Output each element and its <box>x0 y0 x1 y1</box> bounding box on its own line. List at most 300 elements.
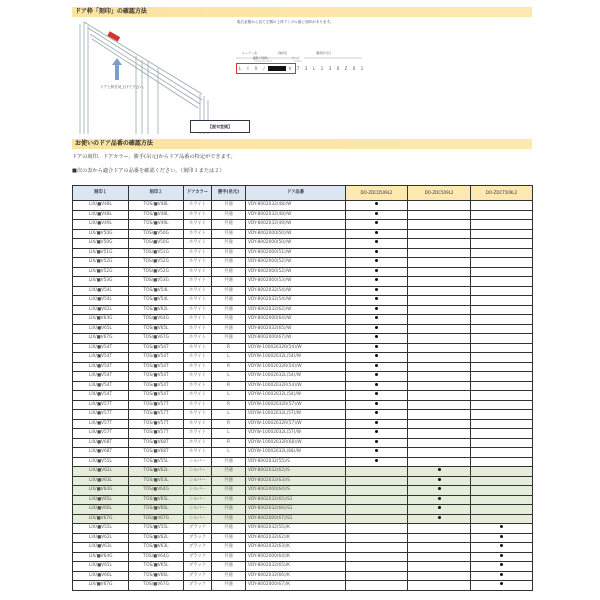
code-char: 1 <box>360 66 364 71</box>
part-number-cell: VDY-8002032(48)/W <box>246 201 346 211</box>
fit-zdct509l2-cell <box>471 343 533 353</box>
compatible-dot-icon <box>375 316 378 319</box>
part-number-cell: VDY-8002032(62)/W <box>246 305 346 315</box>
hinge-side-cell: 共通 <box>212 334 246 344</box>
fit-zdct509l2-cell <box>471 210 533 220</box>
part-number-cell: VDY-8002032(62)/S <box>246 467 346 477</box>
fit-zdc509l2-cell <box>408 362 471 372</box>
fit-zdc509l2-cell <box>408 467 471 477</box>
compatible-dot-icon <box>375 392 378 395</box>
table-row <box>73 505 533 515</box>
compatible-dot-icon <box>375 326 378 329</box>
fit-zdc509l2-cell <box>408 429 471 439</box>
marking-2-cell: TOS/■V62L <box>129 533 184 543</box>
table-row <box>73 201 533 211</box>
table-row <box>73 267 533 277</box>
door-color-cell: ホワイト <box>184 362 212 372</box>
door-color-cell: ブラック <box>184 524 212 534</box>
marking-1-cell: LIX/■V63L <box>73 543 129 553</box>
marking-1-cell: LIX/■V54T <box>73 362 129 372</box>
fit-zdc509l2-cell <box>408 476 471 486</box>
marking-highlight-frame <box>236 63 296 74</box>
fit-zdc509l2-cell <box>408 533 471 543</box>
label-manufacture-date: 製造年月日 <box>316 51 332 55</box>
hinge-side-cell: 共通 <box>212 457 246 467</box>
fit-zdcd509l2-cell <box>346 267 408 277</box>
marking-1-cell: LIX/■V50G <box>73 229 129 239</box>
hinge-side-cell: 共通 <box>212 581 246 591</box>
fit-zdct509l2-cell <box>471 524 533 534</box>
table-row <box>73 438 533 448</box>
hinge-side-cell: R <box>212 362 246 372</box>
hinge-side-cell: R <box>212 419 246 429</box>
marking-2-cell: TOS/■V57T <box>129 400 184 410</box>
door-color-cell: ホワイト <box>184 258 212 268</box>
fit-zdcd509l2-cell <box>346 562 408 572</box>
marking-1-cell: LIX/■V51G <box>73 248 129 258</box>
marking-2-cell: TOS/■V63L <box>129 543 184 553</box>
hinge-side-cell: 共通 <box>212 296 246 306</box>
hinge-side-cell: 共通 <box>212 552 246 562</box>
marking-2-cell: TOS/■V65L <box>129 495 184 505</box>
door-color-cell: シルバー <box>184 514 212 524</box>
fit-zdcd509l2-cell <box>346 277 408 287</box>
compatible-dot-icon <box>375 231 378 234</box>
table-row <box>73 419 533 429</box>
part-number-cell: VDYW-10002032R(54)/W <box>246 343 346 353</box>
table-row <box>73 429 533 439</box>
fit-zdct509l2-cell <box>471 419 533 429</box>
table-row <box>73 362 533 372</box>
door-color-cell: ブラック <box>184 543 212 553</box>
hinge-side-cell: L <box>212 353 246 363</box>
marking-2-cell: TOS/■V66L <box>129 505 184 515</box>
fit-zdcd509l2-cell <box>346 581 408 591</box>
table-row <box>73 543 533 553</box>
fit-zdcd509l2-cell <box>346 448 408 458</box>
part-number-cell: VDY-8002000(64)/S <box>246 486 346 496</box>
fit-zdc509l2-cell <box>408 315 471 325</box>
door-color-cell: ホワイト <box>184 267 212 277</box>
part-number-cell: VDYW-10002032L(57)/W <box>246 410 346 420</box>
table-row <box>73 315 533 325</box>
marking-1-cell: LIX/■V49L <box>73 220 129 230</box>
hinge-side-cell: 共通 <box>212 220 246 230</box>
part-number-cell: VDY-8002000(52)/W <box>246 267 346 277</box>
table-row <box>73 258 533 268</box>
code-char: 0 <box>336 66 340 71</box>
part-number-cell: VDYW-10002032L(54)/W <box>246 391 346 401</box>
code-char: V <box>288 66 292 71</box>
fit-zdc509l2-cell <box>408 239 471 249</box>
fit-zdcd509l2-cell <box>346 543 408 553</box>
fit-zdcd509l2-cell <box>346 410 408 420</box>
marking-1-cell: LIX/■V48L <box>73 210 129 220</box>
marking-2-cell: TOS/■V54L <box>129 286 184 296</box>
door-color-cell: シルバー <box>184 495 212 505</box>
compatible-dot-icon <box>375 373 378 376</box>
marking-2-cell: TOS/■V54T <box>129 391 184 401</box>
fit-zdc509l2-cell <box>408 562 471 572</box>
part-number-cell: VDYW-10002032L(54)/W <box>246 353 346 363</box>
fit-zdc509l2-cell <box>408 410 471 420</box>
fit-zdct509l2-cell <box>471 571 533 581</box>
code-char: / <box>263 66 265 71</box>
marking-2-cell: TOS/■V68T <box>129 448 184 458</box>
part-number-cell: VDYW-10002032R(54)/W <box>246 362 346 372</box>
door-color-cell: ブラック <box>184 552 212 562</box>
table-row <box>73 524 533 534</box>
header-product-zdct509l2: DO-ZDCT509L2 <box>471 186 533 201</box>
fit-zdc509l2-cell <box>408 571 471 581</box>
marking-2-cell: TOS/■V48L <box>129 210 184 220</box>
hinge-side-cell: 共通 <box>212 495 246 505</box>
table-row <box>73 448 533 458</box>
door-color-cell: ホワイト <box>184 448 212 458</box>
fit-zdc509l2-cell <box>408 296 471 306</box>
marking-2-cell: TOS/■V64G <box>129 315 184 325</box>
marking-2-cell: TOS/■V54T <box>129 362 184 372</box>
hinge-side-cell: 共通 <box>212 543 246 553</box>
marking-2-cell: TOS/■V48L <box>129 201 184 211</box>
marking-1-cell: LIX/■V54T <box>73 372 129 382</box>
fit-zdct509l2-cell <box>471 400 533 410</box>
marking-1-cell: LIX/■V57T <box>73 429 129 439</box>
marking-1-cell: LIX/■V54T <box>73 353 129 363</box>
compatible-dot-icon <box>375 269 378 272</box>
compatible-dot-icon <box>375 345 378 348</box>
fit-zdcd509l2-cell <box>346 286 408 296</box>
marking-2-cell: TOS/■V57T <box>129 410 184 420</box>
fit-zdct509l2-cell <box>471 543 533 553</box>
compatible-dot-icon <box>375 240 378 243</box>
fit-zdct509l2-cell <box>471 353 533 363</box>
part-number-cell: VDY-8002000(67)/K <box>246 581 346 591</box>
hinge-side-cell: 共通 <box>212 239 246 249</box>
hinge-side-cell: 共通 <box>212 315 246 325</box>
compatible-dot-icon <box>375 212 378 215</box>
marking-1-cell: LIX/■V68T <box>73 448 129 458</box>
label-sealer-name: シーラー名 <box>242 51 258 55</box>
marking-1-cell: LIX/■V67G <box>73 334 129 344</box>
door-color-cell: シルバー <box>184 467 212 477</box>
compatible-dot-icon <box>375 259 378 262</box>
fit-zdcd509l2-cell <box>346 524 408 534</box>
table-row <box>73 400 533 410</box>
marking-1-cell: LIX/■V54L <box>73 286 129 296</box>
hinge-side-cell: R <box>212 381 246 391</box>
hinge-side-cell: 共通 <box>212 562 246 572</box>
fit-zdcd509l2-cell <box>346 400 408 410</box>
fit-zdc509l2-cell <box>408 391 471 401</box>
part-number-cell: VDYW-10002032R(57)/W <box>246 419 346 429</box>
fit-zdc509l2-cell <box>408 486 471 496</box>
fit-zdct509l2-cell <box>471 277 533 287</box>
hinge-side-cell: 共通 <box>212 524 246 534</box>
part-number-cell: VDY-8002032(49)/W <box>246 220 346 230</box>
fit-zdcd509l2-cell <box>346 381 408 391</box>
marking-2-cell: TOS/■V53G <box>129 277 184 287</box>
fit-zdc509l2-cell <box>408 258 471 268</box>
table-row <box>73 476 533 486</box>
compatible-dot-icon <box>375 221 378 224</box>
door-color-cell: ホワイト <box>184 372 212 382</box>
table-row <box>73 581 533 591</box>
table-row <box>73 324 533 334</box>
part-number-cell: VDY-8002000(64)/W <box>246 315 346 325</box>
code-char: 3 <box>304 66 308 71</box>
hinge-side-cell: 共通 <box>212 258 246 268</box>
header-hinge-side: 勝手(吊元) <box>212 186 246 201</box>
hinge-side-cell: 共通 <box>212 533 246 543</box>
door-color-cell: ホワイト <box>184 381 212 391</box>
fit-zdcd509l2-cell <box>346 429 408 439</box>
code-char: 3 <box>328 66 332 71</box>
door-color-cell: シルバー <box>184 486 212 496</box>
compatible-dot-icon <box>375 297 378 300</box>
part-number-cell: VDY-8002000(53)/W <box>246 277 346 287</box>
marking-1-cell: LIX/■V62L <box>73 467 129 477</box>
marking-2-cell: TOS/■V50G <box>129 229 184 239</box>
compatible-dot-icon <box>375 421 378 424</box>
fit-zdc509l2-cell <box>408 334 471 344</box>
compatible-dot-icon <box>438 468 441 471</box>
fit-zdcd509l2-cell <box>346 438 408 448</box>
compatible-dot-icon <box>375 364 378 367</box>
door-color-cell: ホワイト <box>184 343 212 353</box>
fit-zdcd509l2-cell <box>346 467 408 477</box>
hinge-side-cell: R <box>212 438 246 448</box>
marking-1-cell: LIX/■V57T <box>73 400 129 410</box>
fit-zdct509l2-cell <box>471 258 533 268</box>
fit-zdcd509l2-cell <box>346 571 408 581</box>
fit-zdct509l2-cell <box>471 362 533 372</box>
fit-zdc509l2-cell <box>408 524 471 534</box>
marking-1-cell: LIX/■V55L <box>73 457 129 467</box>
marking-2-cell: TOS/■V54L <box>129 296 184 306</box>
door-color-cell: ホワイト <box>184 324 212 334</box>
code-char: I <box>247 66 249 71</box>
table-row <box>73 296 533 306</box>
door-color-cell: ホワイト <box>184 248 212 258</box>
table-row <box>73 562 533 572</box>
fit-zdct509l2-cell <box>471 438 533 448</box>
fit-zdc509l2-cell <box>408 381 471 391</box>
part-number-cell: VDY-8002032(48)/W <box>246 210 346 220</box>
fit-zdcd509l2-cell <box>346 419 408 429</box>
part-number-cell: VDY-8002032(66)/K <box>246 571 346 581</box>
fit-zdc509l2-cell <box>408 305 471 315</box>
fit-zdcd509l2-cell <box>346 210 408 220</box>
table-row <box>73 467 533 477</box>
marking-1-cell: LIX/■V67G <box>73 581 129 591</box>
part-number-cell: VDY-8002032(65)/S1 <box>246 495 346 505</box>
door-color-cell: ホワイト <box>184 286 212 296</box>
fit-zdct509l2-cell <box>471 429 533 439</box>
fit-zdc509l2-cell <box>408 495 471 505</box>
fit-zdc509l2-cell <box>408 505 471 515</box>
fit-zdc509l2-cell <box>408 248 471 258</box>
table-row <box>73 343 533 353</box>
fit-zdc509l2-cell <box>408 543 471 553</box>
fit-zdcd509l2-cell <box>346 343 408 353</box>
marking-2-cell: TOS/■V62L <box>129 467 184 477</box>
marking-2-cell: TOS/■V54T <box>129 353 184 363</box>
compatible-dot-icon <box>375 449 378 452</box>
fit-zdc509l2-cell <box>408 229 471 239</box>
marking-1-cell: LIX/■V62L <box>73 533 129 543</box>
section-title-door-frame-marking: ドア枠「刻印」の確認方法 <box>72 7 532 17</box>
fit-zdc509l2-cell <box>408 438 471 448</box>
part-number-cell: VDY-8002000(64)/K <box>246 552 346 562</box>
hinge-side-cell: 共通 <box>212 210 246 220</box>
code-char: Z <box>344 66 348 71</box>
hinge-side-cell: 共通 <box>212 229 246 239</box>
table-row <box>73 220 533 230</box>
hinge-side-cell: L <box>212 429 246 439</box>
fit-zdct509l2-cell <box>471 296 533 306</box>
hinge-side-cell: L <box>212 391 246 401</box>
door-color-cell: ホワイト <box>184 391 212 401</box>
marking-1-cell: LIX/■V54L <box>73 296 129 306</box>
table-row <box>73 239 533 249</box>
fit-zdc509l2-cell <box>408 220 471 230</box>
marking-2-cell: TOS/■V54T <box>129 381 184 391</box>
compatible-dot-icon <box>375 459 378 462</box>
marking-1-cell: LIX/■V67G <box>73 514 129 524</box>
door-color-cell: ホワイト <box>184 201 212 211</box>
table-row <box>73 286 533 296</box>
door-frame-diagram <box>72 14 532 134</box>
compatible-dot-icon <box>375 383 378 386</box>
marking-2-cell: TOS/■V49L <box>129 220 184 230</box>
fit-zdct509l2-cell <box>471 372 533 382</box>
fit-zdcd509l2-cell <box>346 239 408 249</box>
marking-2-cell: TOS/■V67G <box>129 581 184 591</box>
marking-2-cell: TOS/■V57T <box>129 429 184 439</box>
marking-1-cell: LIX/■V62L <box>73 305 129 315</box>
part-number-cell: VDYW-10002032R(68)/W <box>246 438 346 448</box>
door-color-cell: ホワイト <box>184 277 212 287</box>
compatible-dot-icon <box>375 354 378 357</box>
compatible-dot-icon <box>500 582 503 585</box>
part-number-cell: VDY-8002032(54)/W <box>246 286 346 296</box>
table-row <box>73 277 533 287</box>
door-color-cell: ホワイト <box>184 400 212 410</box>
fit-zdct509l2-cell <box>471 533 533 543</box>
fit-zdct509l2-cell <box>471 552 533 562</box>
fit-zdct509l2-cell <box>471 448 533 458</box>
marking-1-cell: LIX/■V65L <box>73 562 129 572</box>
part-number-cell: VDYW-10002032L(68)/W <box>246 448 346 458</box>
door-color-cell: ホワイト <box>184 229 212 239</box>
table-body <box>73 201 533 591</box>
fit-zdcd509l2-cell <box>346 296 408 306</box>
fit-zdct509l2-cell <box>471 381 533 391</box>
door-color-cell: ブラック <box>184 571 212 581</box>
arrow-note: ドア上枠を見上げて下さい。 <box>100 85 147 89</box>
fit-zdc509l2-cell <box>408 277 471 287</box>
fit-zdc509l2-cell <box>408 353 471 363</box>
table-row <box>73 533 533 543</box>
header-product-zdc509l2: DO-ZDC509L2 <box>408 186 471 201</box>
fit-zdct509l2-cell <box>471 267 533 277</box>
fit-zdct509l2-cell <box>471 305 533 315</box>
fit-zdc509l2-cell <box>408 514 471 524</box>
fit-zdcd509l2-cell <box>346 248 408 258</box>
fit-zdcd509l2-cell <box>346 476 408 486</box>
door-color-cell: ホワイト <box>184 334 212 344</box>
fit-zdct509l2-cell <box>471 239 533 249</box>
part-number-cell: VDY-8002032(55)/K <box>246 524 346 534</box>
door-frame-illustration <box>72 14 532 134</box>
compatible-dot-icon <box>500 563 503 566</box>
compatible-dot-icon <box>375 278 378 281</box>
fit-zdc509l2-cell <box>408 457 471 467</box>
label-gauge: ゲージ <box>292 57 300 60</box>
compatible-dot-icon <box>375 402 378 405</box>
door-color-cell: シルバー <box>184 505 212 515</box>
fit-zdc509l2-cell <box>408 552 471 562</box>
fit-zdcd509l2-cell <box>346 201 408 211</box>
label-identifier: 識別子(刻印) <box>253 57 268 60</box>
marking-1-cell: LIX/■V64G <box>73 486 129 496</box>
door-color-cell: ホワイト <box>184 419 212 429</box>
part-number-cell: VDY-8002032(63)/S <box>246 476 346 486</box>
compatible-dot-icon <box>500 535 503 538</box>
marking-1-cell: LIX/■V54T <box>73 391 129 401</box>
fit-zdcd509l2-cell <box>346 552 408 562</box>
marking-1-cell: LIX/■V52G <box>73 267 129 277</box>
door-color-cell: ブラック <box>184 581 212 591</box>
diagram-top-note: 脱衣室側から見て左側の上枠アングル面に刻印があります。 <box>237 20 334 24</box>
marking-1-cell: LIX/■V65L <box>73 495 129 505</box>
marking-1-cell: LIX/■V52G <box>73 258 129 268</box>
part-number-cell: VDYW-10002032L(54)/W <box>246 372 346 382</box>
table-row <box>73 571 533 581</box>
part-number-cell: VDY-8002000(51)/W <box>246 248 346 258</box>
compatible-dot-icon <box>500 554 503 557</box>
hinge-side-cell: 共通 <box>212 505 246 515</box>
header-marking-1: 刻印１ <box>73 186 129 201</box>
part-number-cell: VDYW-10002032R(54)/W <box>246 381 346 391</box>
code-char: L <box>312 66 316 71</box>
fit-zdct509l2-cell <box>471 476 533 486</box>
part-number-cell: VDYW-10002032R(57)/W <box>246 400 346 410</box>
table-row <box>73 552 533 562</box>
fit-zdct509l2-cell <box>471 201 533 211</box>
door-color-cell: ホワイト <box>184 410 212 420</box>
marking-1-cell: LIX/■V57T <box>73 419 129 429</box>
door-color-cell: ホワイト <box>184 239 212 249</box>
fit-zdcd509l2-cell <box>346 514 408 524</box>
fit-zdct509l2-cell <box>471 581 533 591</box>
marking-1-cell: LIX/■V66L <box>73 505 129 515</box>
fit-zdct509l2-cell <box>471 514 533 524</box>
fit-zdcd509l2-cell <box>346 505 408 515</box>
door-color-cell: ブラック <box>184 562 212 572</box>
marking-2-cell: TOS/■V54T <box>129 372 184 382</box>
compatible-dot-icon <box>438 516 441 519</box>
fit-zdct509l2-cell <box>471 562 533 572</box>
part-number-cell: VDY-8002032(65)/W <box>246 324 346 334</box>
door-part-table <box>72 185 533 591</box>
part-number-cell: VDYW-10002032L(57)/W <box>246 429 346 439</box>
hinge-side-cell: 共通 <box>212 467 246 477</box>
hinge-side-cell: 共通 <box>212 248 246 258</box>
marking-2-cell: TOS/■V52G <box>129 267 184 277</box>
marking-2-cell: TOS/■V64G <box>129 552 184 562</box>
